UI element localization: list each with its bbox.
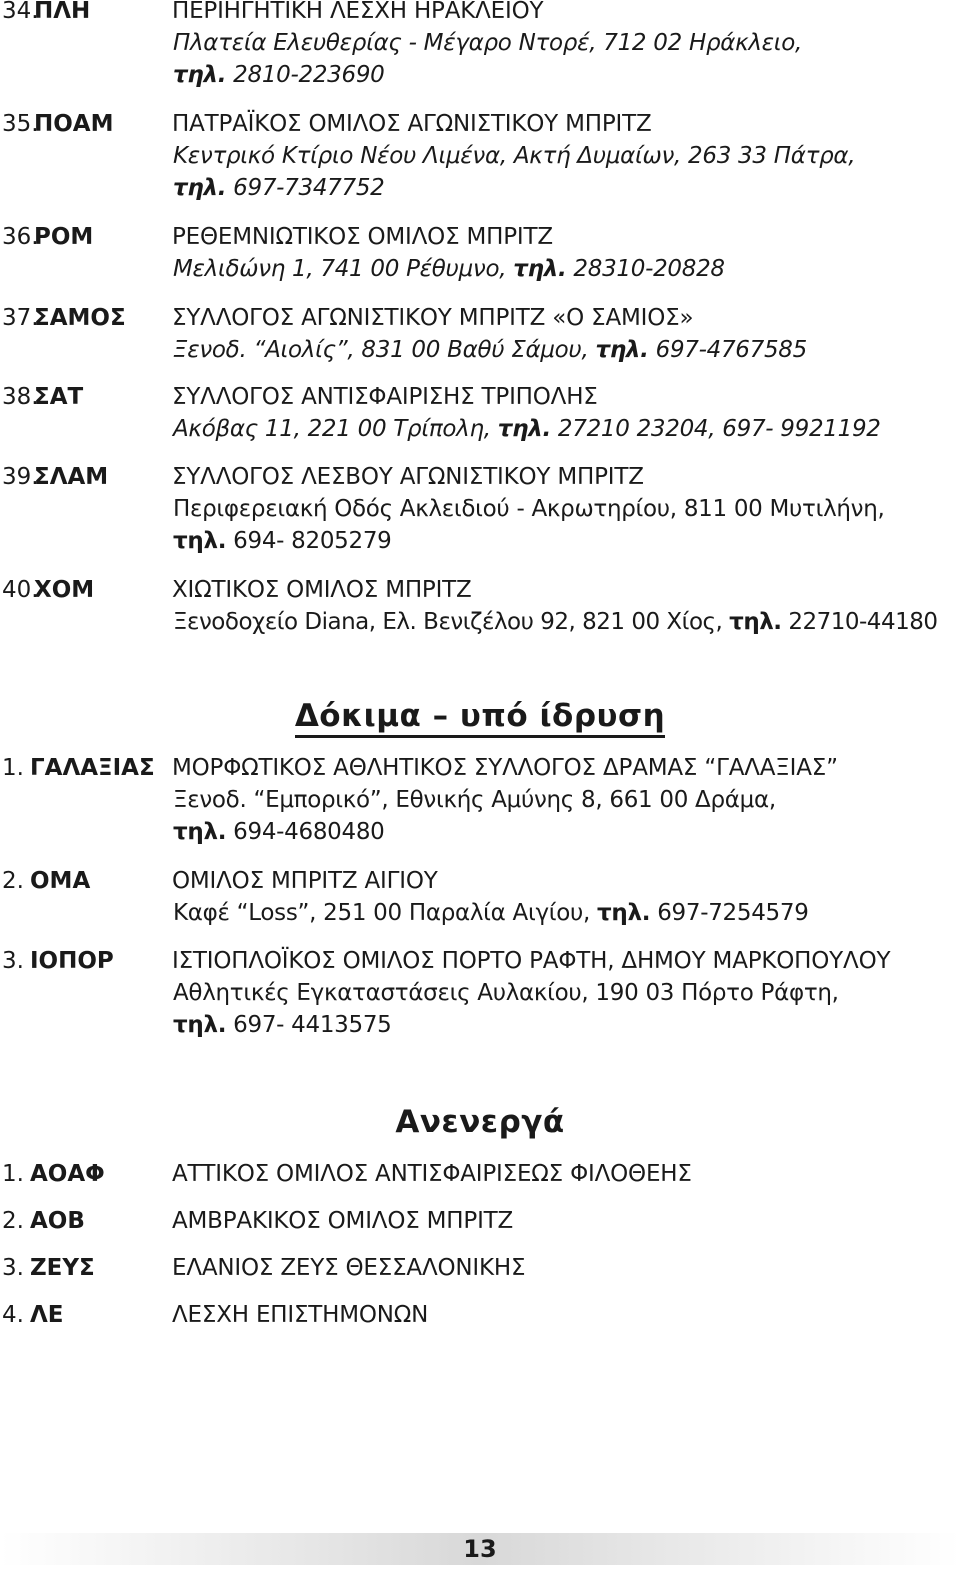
address-text: Ακόβας 11, 221 00 Τρίπολη,	[173, 416, 498, 442]
club-entry-35	[0, 108, 960, 204]
trial-entry-3	[0, 945, 960, 1041]
section-title-text: Ανενεργά	[395, 1104, 565, 1140]
entry-header	[0, 461, 960, 493]
entry-number: 34.	[2, 0, 39, 24]
entry-number: 3.	[2, 948, 24, 974]
entry-number: 37.	[2, 305, 39, 331]
entry-name: ΣΥΛΛΟΓΟΣ ΑΓΩΝΙΣΤΙΚΟΥ ΜΠΡΙΤΖ «Ο ΣΑΜΙΟΣ»	[172, 305, 694, 331]
entry-header	[0, 0, 960, 27]
entry-address	[0, 897, 960, 929]
phone-number: 697- 4413575	[226, 1012, 392, 1038]
entry-address	[0, 413, 960, 445]
section-title-inactive	[0, 1104, 960, 1140]
entry-abbreviation: ΣΑΤ	[34, 384, 84, 410]
entry-number: 40.	[2, 577, 39, 603]
entry-abbreviation: ΛΕ	[30, 1302, 64, 1328]
address-text: Ξενοδοχείο Diana, Ελ. Βενιζέλου 92, 821 00 Χίος,	[173, 609, 730, 635]
entry-phone	[0, 525, 960, 557]
phone-number: 694-4680480	[226, 819, 385, 845]
entry-header	[0, 752, 960, 784]
entry-address: Κεντρικό Κτίριο Νέου Λιμένα, Ακτή Δυμαίων, 263 33 Πάτρα,	[173, 143, 856, 169]
inactive-entry-3	[0, 1252, 960, 1284]
entry-header	[0, 1299, 960, 1331]
phone-number: 694- 8205279	[226, 528, 392, 554]
entry-number: 2.	[2, 868, 24, 894]
entry-phone	[0, 816, 960, 848]
entry-abbreviation: ΑΟΑΦ	[30, 1161, 105, 1187]
entry-name: ΑΤΤΙΚΟΣ ΟΜΙΛΟΣ ΑΝΤΙΣΦΑΙΡΙΣΕΩΣ ΦΙΛΟΘΕΗΣ	[172, 1161, 692, 1187]
club-entry-40	[0, 574, 960, 638]
entry-phone	[0, 1009, 960, 1041]
entry-number: 35.	[2, 111, 39, 137]
entry-phone	[0, 172, 960, 204]
entry-header	[0, 1252, 960, 1284]
club-entry-37	[0, 302, 960, 366]
entry-address: Πλατεία Ελευθερίας - Μέγαρο Ντορέ, 712 02 Ηράκλειο,	[173, 30, 803, 56]
entry-abbreviation: ΖΕΥΣ	[30, 1255, 95, 1281]
entry-name: ΑΜΒΡΑΚΙΚΟΣ ΟΜΙΛΟΣ ΜΠΡΙΤΖ	[172, 1208, 514, 1234]
phone-label: τηλ.	[729, 609, 782, 635]
entry-header	[0, 1158, 960, 1190]
section-title-text: Δόκιμα – υπό ίδρυση	[295, 698, 665, 738]
trial-entry-1	[0, 752, 960, 848]
section-title-trial	[0, 698, 960, 734]
club-entry-38	[0, 381, 960, 445]
club-entry-36	[0, 221, 960, 285]
entry-address: Ξενοδ. “Εμπορικό”, Εθνικής Αμύνης 8, 661 00 Δράμα,	[173, 787, 776, 813]
entry-address: Αθλητικές Εγκαταστάσεις Αυλακίου, 190 03 Πόρτο Ράφτη,	[173, 980, 839, 1006]
entry-abbreviation: ΠΟΑΜ	[34, 111, 114, 137]
trial-entry-2	[0, 865, 960, 929]
entry-address: Περιφερειακή Οδός Ακλειδιού - Ακρωτηρίου, 811 00 Μυτιλήνη,	[173, 496, 885, 522]
entry-name: ΟΜΙΛΟΣ ΜΠΡΙΤΖ ΑΙΓΙΟΥ	[172, 868, 438, 894]
entry-header	[0, 381, 960, 413]
entry-name: ΠΕΡΙΗΓΗΤΙΚΗ ΛΕΣΧΗ ΗΡΑΚΛΕΙΟΥ	[172, 0, 544, 24]
phone-label: τηλ.	[173, 528, 227, 554]
address-text: Μελιδώνη 1, 741 00 Ρέθυμνο,	[173, 256, 514, 282]
address-text: Καφέ “Loss”, 251 00 Παραλία Αιγίου,	[173, 900, 598, 926]
entry-number: 1.	[2, 755, 24, 781]
phone-label: τηλ.	[597, 900, 651, 926]
entry-abbreviation: ΙΟΠΟΡ	[30, 948, 114, 974]
entry-name: ΧΙΩΤΙΚΟΣ ΟΜΙΛΟΣ ΜΠΡΙΤΖ	[172, 577, 472, 603]
phone-number: 22710-44180	[781, 609, 938, 635]
phone-number: 697-7254579	[650, 900, 809, 926]
phone-label: τηλ.	[173, 1012, 227, 1038]
phone-label: τηλ.	[595, 337, 649, 363]
entry-header	[0, 221, 960, 253]
entry-header	[0, 945, 960, 977]
phone-label: τηλ.	[513, 256, 567, 282]
entry-number: 38.	[2, 384, 39, 410]
entry-name: ΛΕΣΧΗ ΕΠΙΣΤΗΜΟΝΩΝ	[172, 1302, 429, 1328]
entry-name: ΕΛΑΝΙΟΣ ΖΕΥΣ ΘΕΣΣΑΛΟΝΙΚΗΣ	[172, 1255, 526, 1281]
entry-abbreviation: ΡΟΜ	[34, 224, 94, 250]
phone-number: 697-7347752	[226, 175, 385, 201]
entry-name: ΣΥΛΛΟΓΟΣ ΑΝΤΙΣΦΑΙΡΙΣΗΣ ΤΡΙΠΟΛΗΣ	[172, 384, 598, 410]
entry-address	[0, 606, 960, 638]
phone-label: τηλ.	[173, 175, 227, 201]
entry-name: ΡΕΘΕΜΝΙΩΤΙΚΟΣ ΟΜΙΛΟΣ ΜΠΡΙΤΖ	[172, 224, 553, 250]
inactive-entry-2	[0, 1205, 960, 1237]
entry-header	[0, 574, 960, 606]
address-text: Ξενοδ. “Αιολίς”, 831 00 Βαθύ Σάμου,	[173, 337, 596, 363]
phone-label: τηλ.	[173, 819, 227, 845]
entry-number: 2.	[2, 1208, 24, 1234]
entry-name: ΙΣΤΙΟΠΛΟΪΚΟΣ ΟΜΙΛΟΣ ΠΟΡΤΟ ΡΑΦΤΗ, ΔΗΜΟΥ ΜΑΡΚΟΠΟΥΛΟΥ	[172, 948, 891, 974]
club-entry-39	[0, 461, 960, 557]
entry-abbreviation: ΣΑΜΟΣ	[34, 305, 126, 331]
entry-abbreviation: ΟΜΑ	[30, 868, 91, 894]
entry-abbreviation: ΓΑΛΑΞΙΑΣ	[30, 755, 155, 781]
phone-number: 697-4767585	[648, 337, 807, 363]
page-number: 13	[463, 1535, 497, 1563]
phone-number: 28310-20828	[566, 256, 725, 282]
entry-header	[0, 865, 960, 897]
entry-abbreviation: ΧΟΜ	[34, 577, 95, 603]
entry-name: ΣΥΛΛΟΓΟΣ ΛΕΣΒΟΥ ΑΓΩΝΙΣΤΙΚΟΥ ΜΠΡΙΤΖ	[172, 464, 644, 490]
entry-number: 4.	[2, 1302, 24, 1328]
phone-number: 27210 23204, 697- 9921192	[550, 416, 881, 442]
phone-label: τηλ.	[173, 62, 227, 88]
entry-phone	[0, 59, 960, 91]
entry-name: ΠΑΤΡΑΪΚΟΣ ΟΜΙΛΟΣ ΑΓΩΝΙΣΤΙΚΟΥ ΜΠΡΙΤΖ	[172, 111, 652, 137]
entry-name: ΜΟΡΦΩΤΙΚΟΣ ΑΘΛΗΤΙΚΟΣ ΣΥΛΛΟΓΟΣ ΔΡΑΜΑΣ “ΓΑΛΑΞΙΑΣ”	[172, 755, 838, 781]
entry-header	[0, 302, 960, 334]
entry-address	[0, 334, 960, 366]
entry-abbreviation: ΠΛΗ	[34, 0, 91, 24]
entry-header	[0, 108, 960, 140]
entry-header	[0, 1205, 960, 1237]
phone-label: τηλ.	[497, 416, 551, 442]
entry-abbreviation: ΑΟΒ	[30, 1208, 85, 1234]
entry-number: 3.	[2, 1255, 24, 1281]
club-entry-34	[0, 0, 960, 91]
entry-address	[0, 253, 960, 285]
inactive-entry-1	[0, 1158, 960, 1190]
entry-abbreviation: ΣΛΑΜ	[34, 464, 109, 490]
phone-number: 2810-223690	[226, 62, 385, 88]
entry-number: 39.	[2, 464, 39, 490]
entry-number: 1.	[2, 1161, 24, 1187]
entry-number: 36.	[2, 224, 39, 250]
inactive-entry-4	[0, 1299, 960, 1331]
